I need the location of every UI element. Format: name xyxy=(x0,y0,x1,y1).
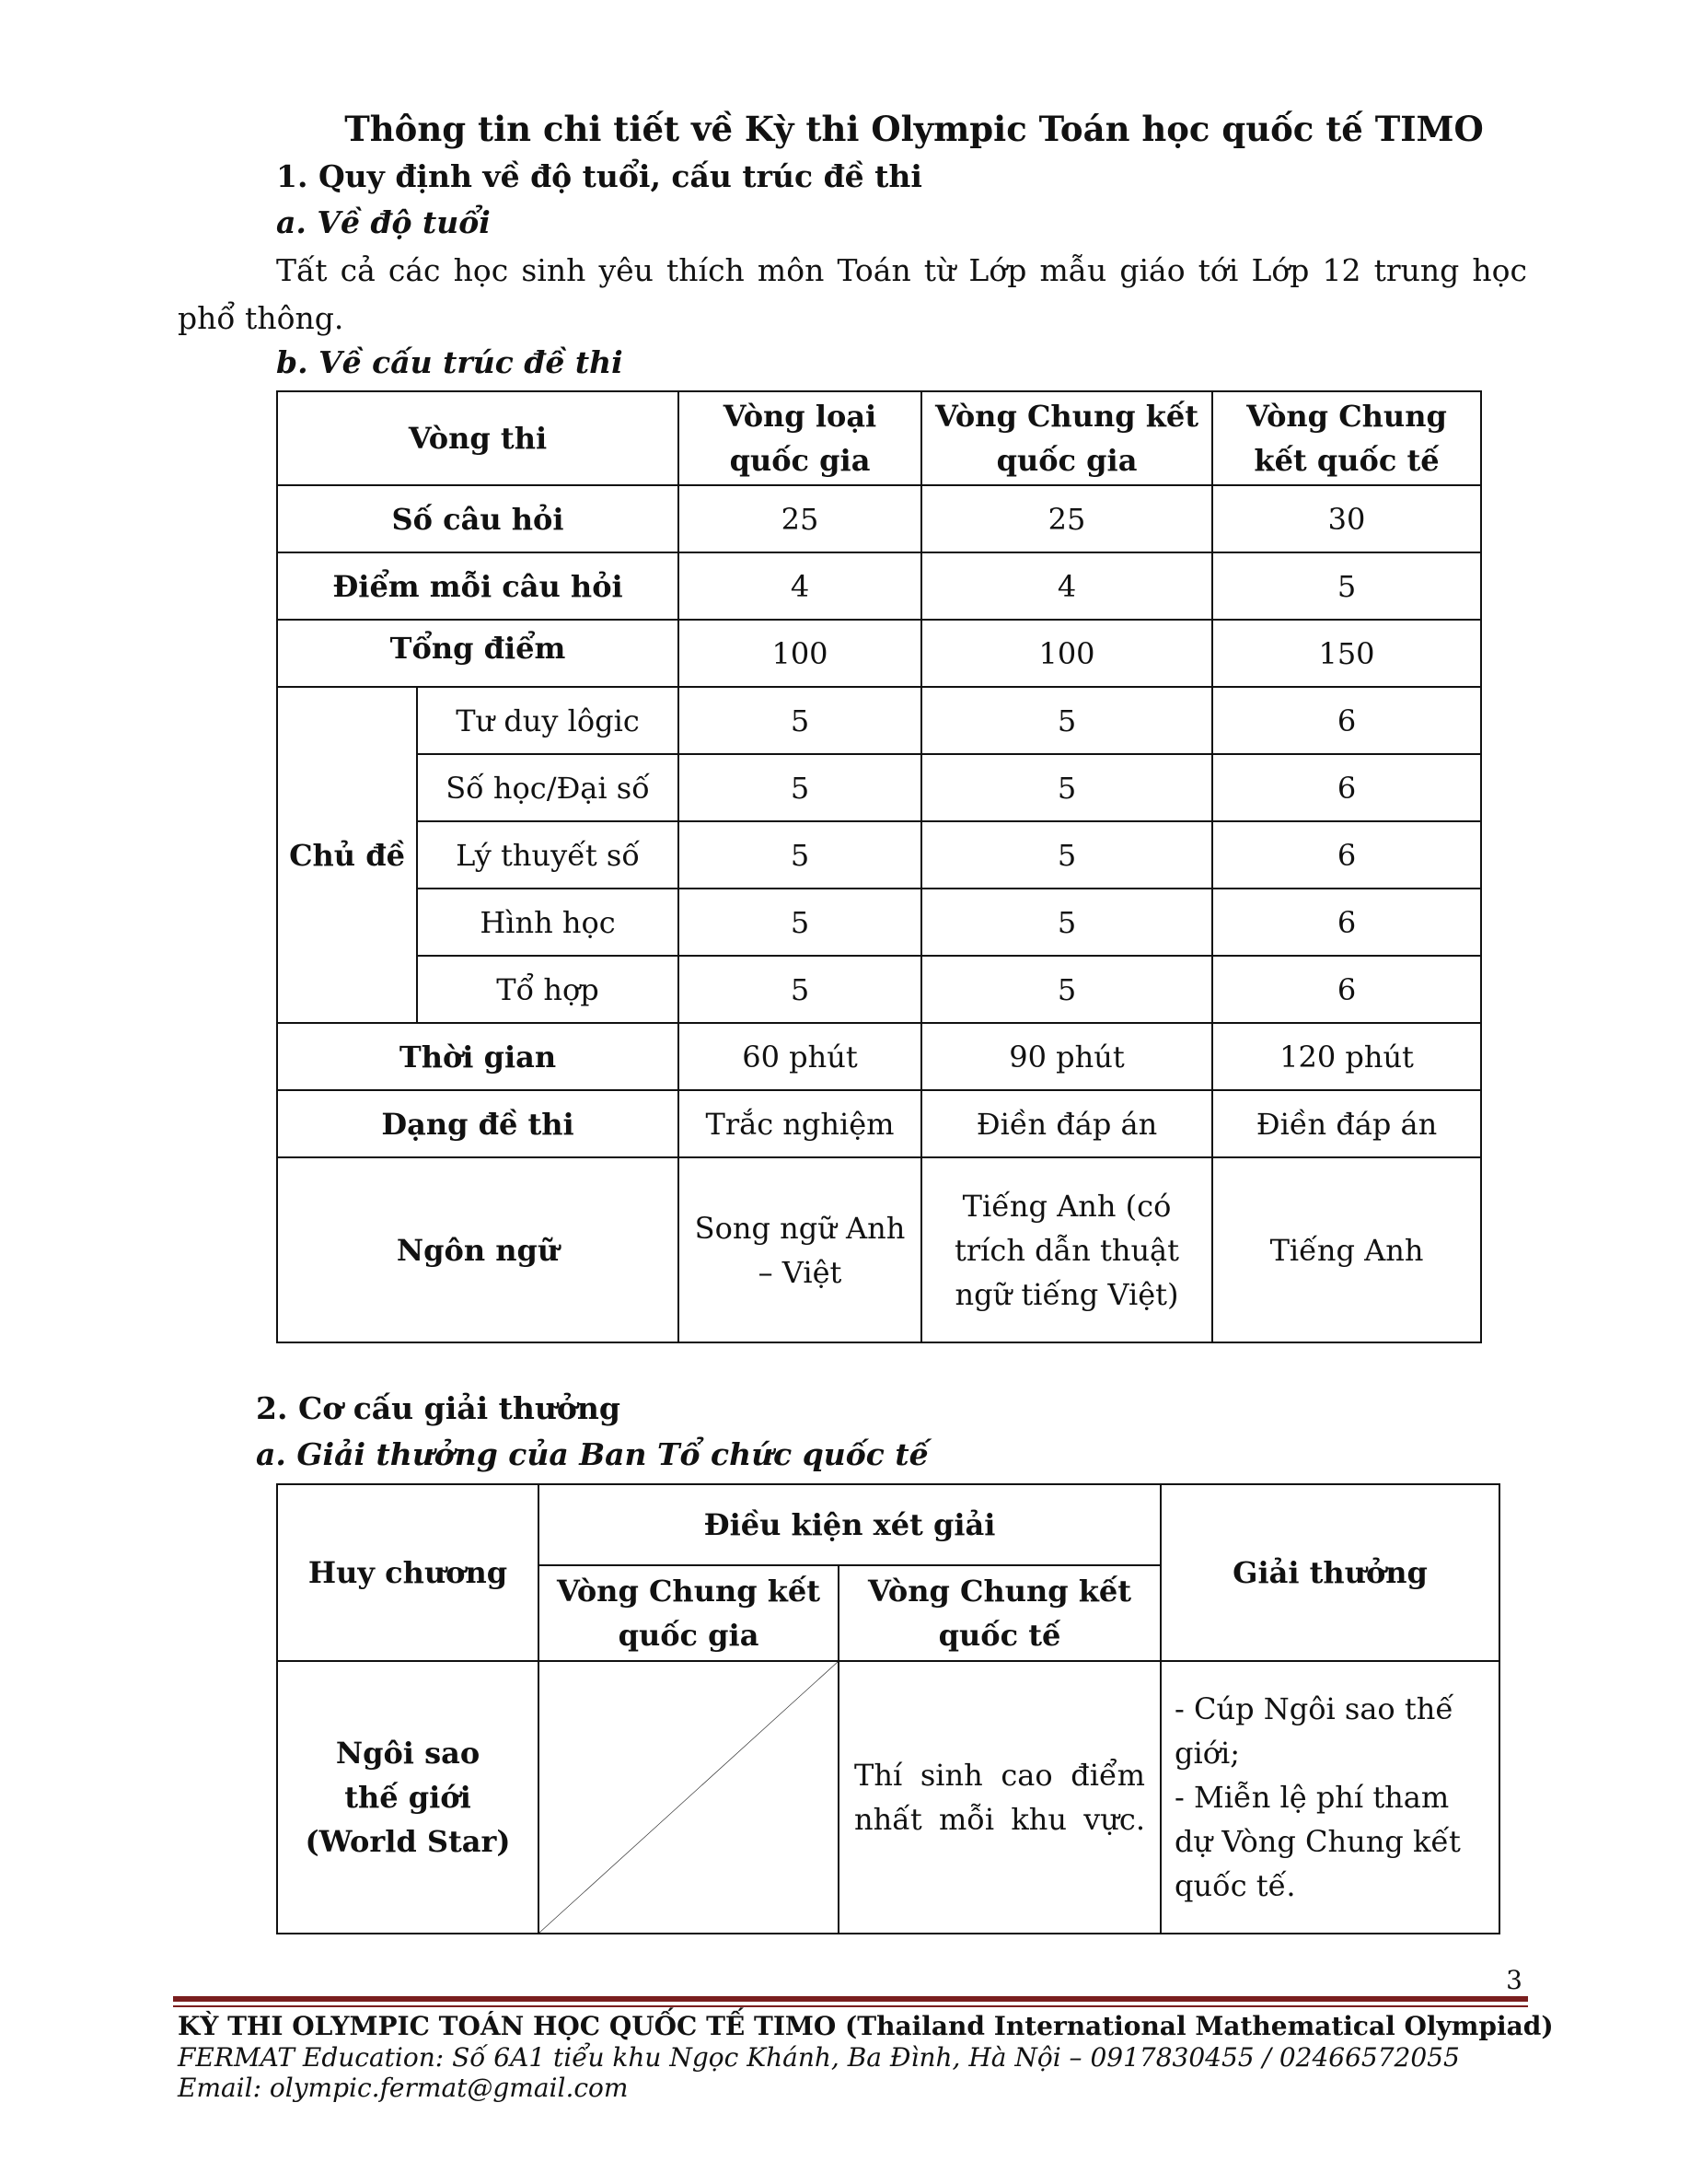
medal-name-line: thế giới xyxy=(344,1780,471,1815)
row-label: Dạng đề thi xyxy=(277,1090,678,1157)
table-row xyxy=(277,956,1481,1023)
row-label: Số câu hỏi xyxy=(277,485,678,552)
cell-value: 6 xyxy=(1212,754,1481,821)
table-row xyxy=(277,687,1481,754)
footer-email: Email: olympic.fermat@gmail.com xyxy=(178,2073,629,2103)
cell-value: 6 xyxy=(1212,956,1481,1023)
cell-value: 5 xyxy=(678,687,921,754)
prize-table xyxy=(276,1483,1500,1934)
reward-line: - Miễn lệ phí tham dự Vòng Chung kết quốc tế. xyxy=(1175,1780,1461,1903)
header-international-final: Vòng Chung kết quốc tế xyxy=(1212,391,1481,485)
topic-label: Tổ hợp xyxy=(417,956,678,1023)
cell-value: 150 xyxy=(1212,620,1481,687)
medal-cell xyxy=(277,1661,538,1934)
footer-rule-thick xyxy=(173,1996,1528,2002)
header-national-final: Vòng Chung kết quốc gia xyxy=(538,1565,839,1661)
table-row xyxy=(277,1661,1499,1934)
header-qualifying-round: Vòng loại quốc gia xyxy=(678,391,921,485)
cell-value: 6 xyxy=(1212,687,1481,754)
medal-name-line: Ngôi sao xyxy=(335,1736,480,1771)
cell-value: 5 xyxy=(921,821,1212,889)
table-row xyxy=(277,754,1481,821)
age-paragraph: Tất cả các học sinh yêu thích môn Toán từ Lớp mẫu giáo tới Lớp 12 trung học phổ thông. xyxy=(178,252,1527,336)
cell-value: 5 xyxy=(678,754,921,821)
page-number: 3 xyxy=(1506,1965,1522,1995)
footer-rule-thin xyxy=(173,2005,1528,2007)
row-label: Ngôn ngữ xyxy=(277,1157,678,1342)
section-2-heading: 2. Cơ cấu giải thưởng xyxy=(256,1390,620,1426)
cell-value: 5 xyxy=(678,956,921,1023)
row-label: Điểm mỗi câu hỏi xyxy=(277,552,678,620)
table-header-row xyxy=(277,391,1481,485)
table-row xyxy=(277,1090,1481,1157)
topic-group-label: Chủ đề xyxy=(277,687,417,1023)
topic-label: Tư duy lôgic xyxy=(417,687,678,754)
cell-value: 5 xyxy=(921,687,1212,754)
not-applicable-cell xyxy=(538,1661,839,1934)
cell-value: 6 xyxy=(1212,821,1481,889)
header-round: Vòng thi xyxy=(277,391,678,485)
cell-value: 5 xyxy=(1212,552,1481,620)
table-row xyxy=(277,1023,1481,1090)
row-label: Thời gian xyxy=(277,1023,678,1090)
diagonal-strike xyxy=(539,1662,838,1933)
cell-value: 4 xyxy=(678,552,921,620)
age-subheading: a. Về độ tuổi xyxy=(276,204,491,240)
table-header-row xyxy=(277,1484,1499,1565)
cell-value: 5 xyxy=(921,889,1212,956)
section-1-heading: 1. Quy định về độ tuổi, cấu trúc đề thi xyxy=(276,158,922,194)
cell-value: 100 xyxy=(678,620,921,687)
header-medal: Huy chương xyxy=(277,1484,538,1661)
table-row xyxy=(277,620,1481,687)
footer-divider xyxy=(173,1996,1528,2007)
cell-value: Điền đáp án xyxy=(921,1090,1212,1157)
cell-value: Song ngữ Anh – Việt xyxy=(678,1157,921,1342)
footer-title: KỲ THI OLYMPIC TOÁN HỌC QUỐC TẾ TIMO (Thailand International Mathematical Olympiad) xyxy=(178,2011,1554,2041)
header-reward: Giải thưởng xyxy=(1161,1484,1499,1661)
header-national-final: Vòng Chung kết quốc gia xyxy=(921,391,1212,485)
cell-value: 90 phút xyxy=(921,1023,1212,1090)
cell-value: Trắc nghiệm xyxy=(678,1090,921,1157)
cell-value: 5 xyxy=(678,889,921,956)
table-row xyxy=(277,1157,1481,1342)
reward-line: - Cúp Ngôi sao thế giới; xyxy=(1175,1691,1453,1771)
topic-label: Lý thuyết số xyxy=(417,821,678,889)
cell-value: 4 xyxy=(921,552,1212,620)
exam-structure-table xyxy=(276,390,1482,1343)
structure-subheading: b. Về cấu trúc đề thi xyxy=(276,344,623,380)
cell-value: 60 phút xyxy=(678,1023,921,1090)
header-international-final: Vòng Chung kết quốc tế xyxy=(839,1565,1161,1661)
document-title: Thông tin chi tiết về Kỳ thi Olympic Toán học quốc tế TIMO xyxy=(344,109,1484,149)
international-condition: Thí sinh cao điểm nhất mỗi khu vực. xyxy=(839,1661,1161,1934)
row-label: Tổng điểm xyxy=(277,620,678,687)
reward-cell xyxy=(1161,1661,1499,1934)
table-row xyxy=(277,821,1481,889)
medal-name-line: (World Star) xyxy=(305,1824,511,1859)
cell-value: 100 xyxy=(921,620,1212,687)
topic-label: Số học/Đại số xyxy=(417,754,678,821)
cell-value: 5 xyxy=(678,821,921,889)
topic-label: Hình học xyxy=(417,889,678,956)
cell-value: Tiếng Anh xyxy=(1212,1157,1481,1342)
cell-value: 6 xyxy=(1212,889,1481,956)
table-row xyxy=(277,552,1481,620)
footer-address: FERMAT Education: Số 6A1 tiểu khu Ngọc Khánh, Ba Đình, Hà Nội – 0917830455 / 02466572055 xyxy=(178,2042,1460,2073)
cell-value: Điền đáp án xyxy=(1212,1090,1481,1157)
cell-value: Tiếng Anh (có trích dẫn thuật ngữ tiếng Việt) xyxy=(921,1157,1212,1342)
cell-value: 30 xyxy=(1212,485,1481,552)
cell-value: 120 phút xyxy=(1212,1023,1481,1090)
table-row xyxy=(277,889,1481,956)
table-row xyxy=(277,485,1481,552)
prize-subheading: a. Giải thưởng của Ban Tổ chức quốc tế xyxy=(256,1436,929,1472)
cell-value: 25 xyxy=(921,485,1212,552)
header-conditions: Điều kiện xét giải xyxy=(538,1484,1161,1565)
cell-value: 5 xyxy=(921,956,1212,1023)
cell-value: 5 xyxy=(921,754,1212,821)
cell-value: 25 xyxy=(678,485,921,552)
